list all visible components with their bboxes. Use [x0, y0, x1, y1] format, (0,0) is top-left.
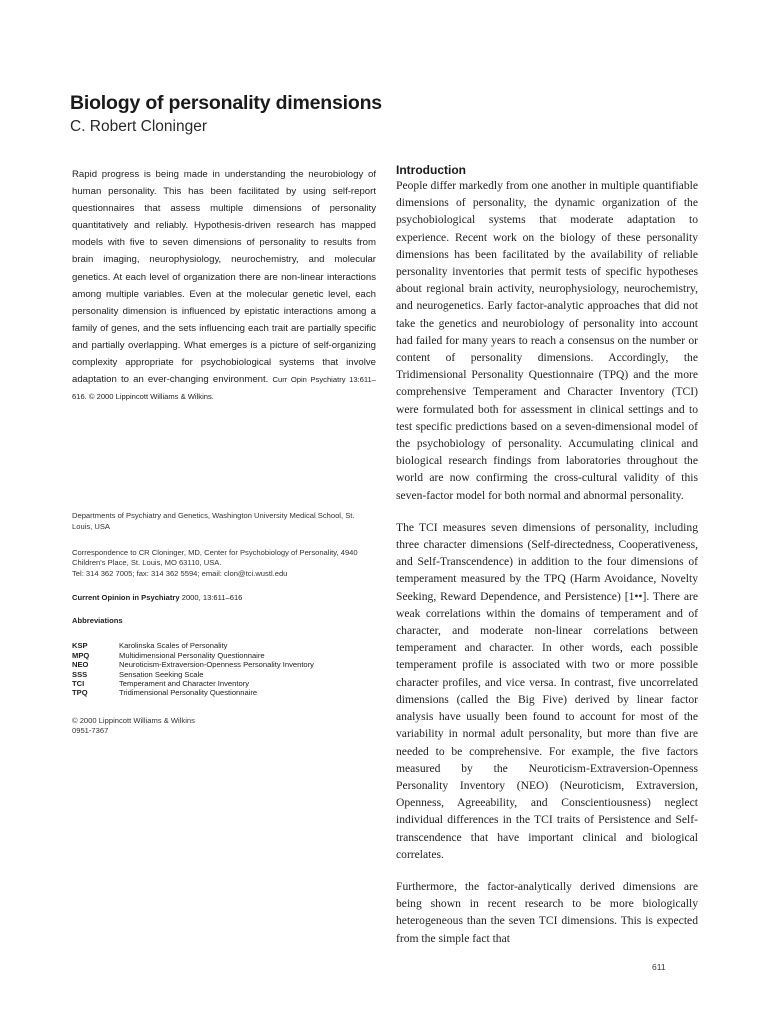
- abbreviation-key: NEO: [72, 660, 89, 670]
- page-number: 611: [652, 962, 666, 972]
- right-column: [396, 163, 698, 947]
- abbreviations-heading: Abbreviations: [72, 616, 123, 626]
- correspondence-contact: Tel: 314 362 7005; fax: 314 362 5594; email: clon@tci.wustl.edu: [72, 568, 288, 578]
- article-author: C. Robert Cloninger: [70, 118, 207, 135]
- copyright-notice: [72, 716, 376, 736]
- abbreviation-key: SSS: [72, 669, 88, 679]
- issn: 0951-7367: [72, 725, 109, 735]
- left-column: [72, 166, 376, 736]
- abbreviation-value: Sensation Seeking Scale: [119, 669, 204, 679]
- abbreviation-row: [72, 660, 376, 669]
- abbreviation-row: [72, 688, 376, 697]
- abbreviation-key: TPQ: [72, 688, 88, 698]
- abstract-text: Rapid progress is being made in understanding the neurobiology of human personality. This has been facilitated by using self-report questionnaires that assess multiple dimensions of personality quantitatively and reliably. Hypothesis-driven research has mapped models with five to seven dimensions of personality to results from brain imaging, neurophysiology, neurochemistry, and molecular genetics. At each level of organization there are non-linear interactions among multiple variables. Even at the molecular genetic level, each personality dimension is influenced by epistatic interactions among a family of genes, and the sets influencing each trait are partially specific and partially overlapping. What emerges is a picture of self-organizing complexity appropriate for psychobiological systems that involve adaptation to an ever-changing environment.: [72, 169, 376, 386]
- journal-reference: [72, 593, 376, 602]
- correspondence-address: Correspondence to CR Cloninger, MD, Center for Psychobiology of Personality, 4940 Children's Place, St. Louis, MO 63110, USA.: [72, 547, 358, 568]
- abbreviation-key: MPQ: [72, 650, 90, 660]
- article-title: Biology of personality dimensions: [70, 92, 382, 114]
- journal-details: 2000, 13:611–616: [181, 593, 243, 603]
- abstract: [72, 166, 376, 405]
- abstract-citation: Curr Opin Psychiatry 13:611–616. © 2000 Lippincott Williams & Wilkins.: [72, 375, 376, 402]
- abbreviation-value: Multidimensional Personality Questionnaire: [119, 650, 265, 660]
- abbreviation-key: KSP: [72, 641, 88, 651]
- introduction-heading: Introduction: [396, 163, 466, 177]
- abbreviation-value: Karolinska Scales of Personality: [119, 641, 228, 651]
- journal-name: Current Opinion in Psychiatry: [72, 593, 180, 603]
- abbreviation-row: [72, 670, 376, 679]
- introduction-paragraph-1: People differ markedly from one another in multiple quantifiable dimensions of personality, the dynamic organization of the psychobiological systems that moderate adaptation to experience. Recent work on the biology of these personality dimensions has been facilitated by the availability of reliable personality inventories that permit tests of specific hypotheses about regional brain activity, neurophysiology, neurochemistry, and neurogenetics. Early factor-analytic approaches that did not take the genetics and neurobiology of personality into account had failed for many years to reach a consensus on the number or content of personality dimensions. Accordingly, the Tridimensional Personality Questionnaire (TPQ) and the more comprehensive Temperament and Character Inventory (TCI) were formulated both for assessment in clinical settings and to test specific predictions based on a seven-dimensional model of the psychobiology of personality. Accumulating clinical and biological research findings from laboratories throughout the world are now confirming the cross-cultural validity of this seven-factor model for both normal and abnormal personality.: [396, 179, 698, 502]
- introduction-paragraph-2: The TCI measures seven dimensions of personality, including three character dimensions (Self-directedness, Cooperativeness, and Self-Transcendence) in addition to the four dimensions of temperament measured by the TPQ (Harm Avoidance, Novelty Seeking, Reward Dependence, and Persistence) [1••]. There are weak correlations within the domains of temperament and of character, and moderate non-linear correlations between temperament and character. In other words, each possible temperament profile is associated with two or more possible character profiles, and vice versa. In contrast, five uncorrelated dimensions (called the Big Five) derived by linear factor analysis have usually been found to account for most of the variability in normal adult personality, but more than five are needed to be comprehensive. For example, the five factors measured by the Neuroticism-Extraversion-Openness Personality Inventory (NEO) (Neuroticism, Extraversion, Openness, Agreeability, and Conscientiousness) neglect individual differences in the TCI traits of Persistence and Self-transcendence that have important clinical and biological correlates.: [396, 520, 698, 861]
- abbreviation-row: [72, 651, 376, 660]
- introduction-paragraph-3: Furthermore, the factor-analytically derived dimensions are being shown in recent research to be more biologically heterogeneous than the seven TCI dimensions. This is expected from the simple fact that: [396, 879, 698, 945]
- abbreviation-row: [72, 641, 376, 650]
- abbreviation-row: [72, 679, 376, 688]
- abbreviation-value: Tridimensional Personality Questionnaire: [119, 688, 258, 698]
- affiliation: Departments of Psychiatry and Genetics, Washington University Medical School, St. Louis, USA: [72, 511, 355, 531]
- correspondence: [72, 548, 376, 580]
- copyright-line: © 2000 Lippincott Williams & Wilkins: [72, 715, 195, 725]
- abbreviation-value: Neuroticism-Extraversion-Openness Personality Inventory: [119, 660, 314, 670]
- abbreviations-list: [72, 641, 376, 697]
- abbreviation-key: TCI: [72, 678, 85, 688]
- abbreviation-value: Temperament and Character Inventory: [119, 678, 250, 688]
